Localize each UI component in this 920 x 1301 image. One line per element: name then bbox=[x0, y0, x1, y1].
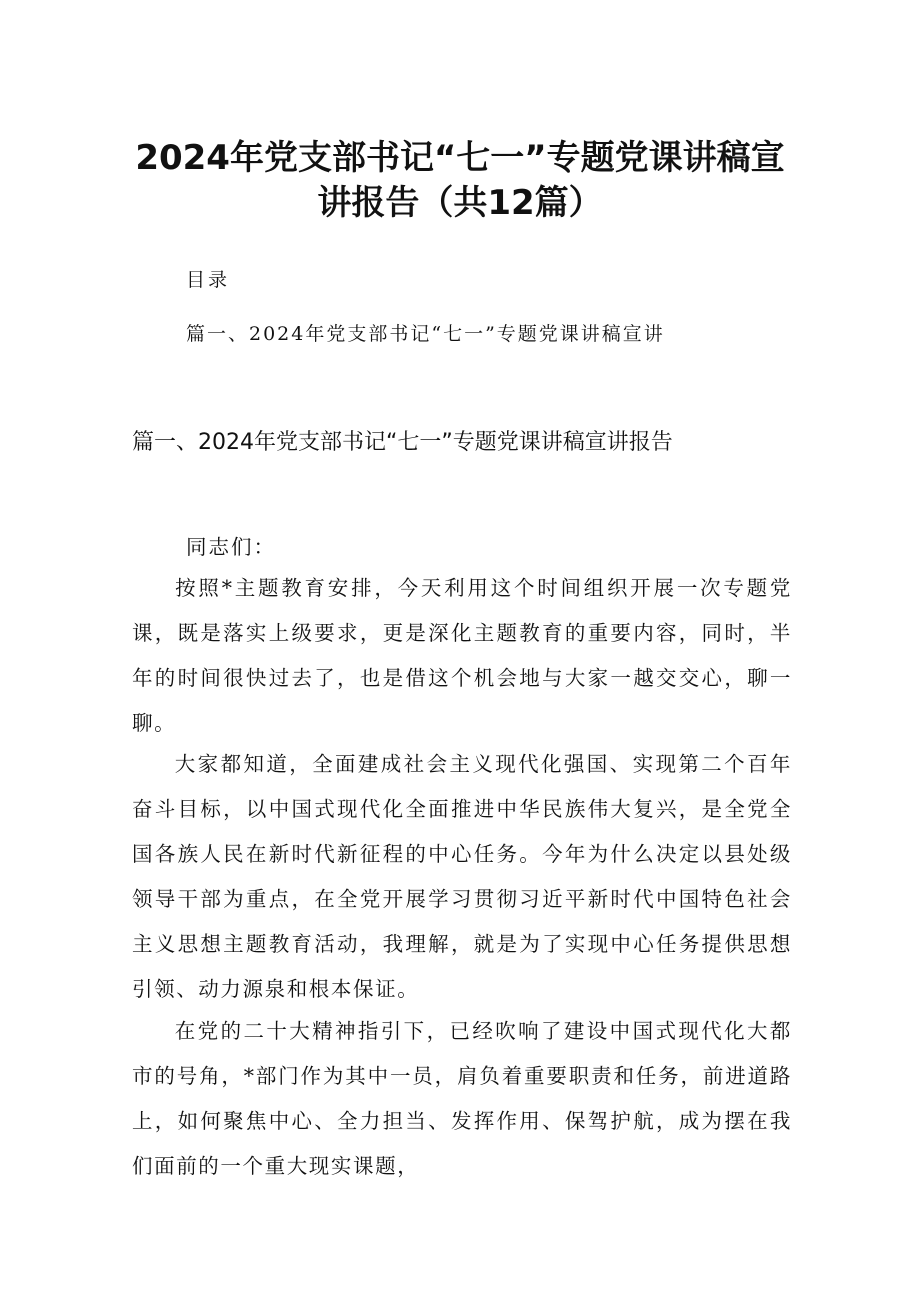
body-paragraph-2 bbox=[132, 742, 792, 1012]
body-paragraph-2-text: 大家都知道，全面建成社会主义现代化强国、实现第二个百年奋斗目标，以中国式现代化全面推进中华民族伟大复兴，是全党全国各族人民在新时代新征程的中心任务。今年为什么决定以县处级领导干部为重点，在全党开展学习贯彻习近平新时代中国特色社会主义思想主题教育活动，我理解，就是为了实现中心任务提供思想引领、动力源泉和根本保证。 bbox=[132, 752, 792, 1001]
toc-entry-1[interactable]: 篇一、2024年党支部书记“七一”专题党课讲稿宣讲 bbox=[186, 323, 665, 345]
body-paragraph-1-text: 按照*主题教育安排，今天利用这个时间组织开展一次专题党课，既是落实上级要求，更是深化主题教育的重要内容，同时，半年的时间很快过去了，也是借这个机会地与大家一越交交心，聊一聊。 bbox=[132, 576, 792, 735]
salutation: 同志们： bbox=[186, 535, 276, 559]
document-title-line-1: 2024年党支部书记“七一”专题党课讲稿宣 bbox=[135, 138, 785, 178]
document-title-line-2: 讲报告（共12篇） bbox=[317, 183, 603, 223]
body-paragraph-1 bbox=[132, 566, 792, 746]
body-paragraph-3-text: 在党的二十大精神指引下，已经吹响了建设中国式现代化大都市的号角，*部门作为其中一员，肩负着重要职责和任务，前进道路上，如何聚焦中心、全力担当、发挥作用、保驾护航，成为摆在我们面前的一个重大现实课题， bbox=[132, 1019, 792, 1178]
toc-label: 目录 bbox=[186, 269, 231, 291]
body-paragraph-3 bbox=[132, 1009, 792, 1189]
section-heading: 篇一、2024年党支部书记“七一”专题党课讲稿宣讲报告 bbox=[132, 430, 673, 455]
